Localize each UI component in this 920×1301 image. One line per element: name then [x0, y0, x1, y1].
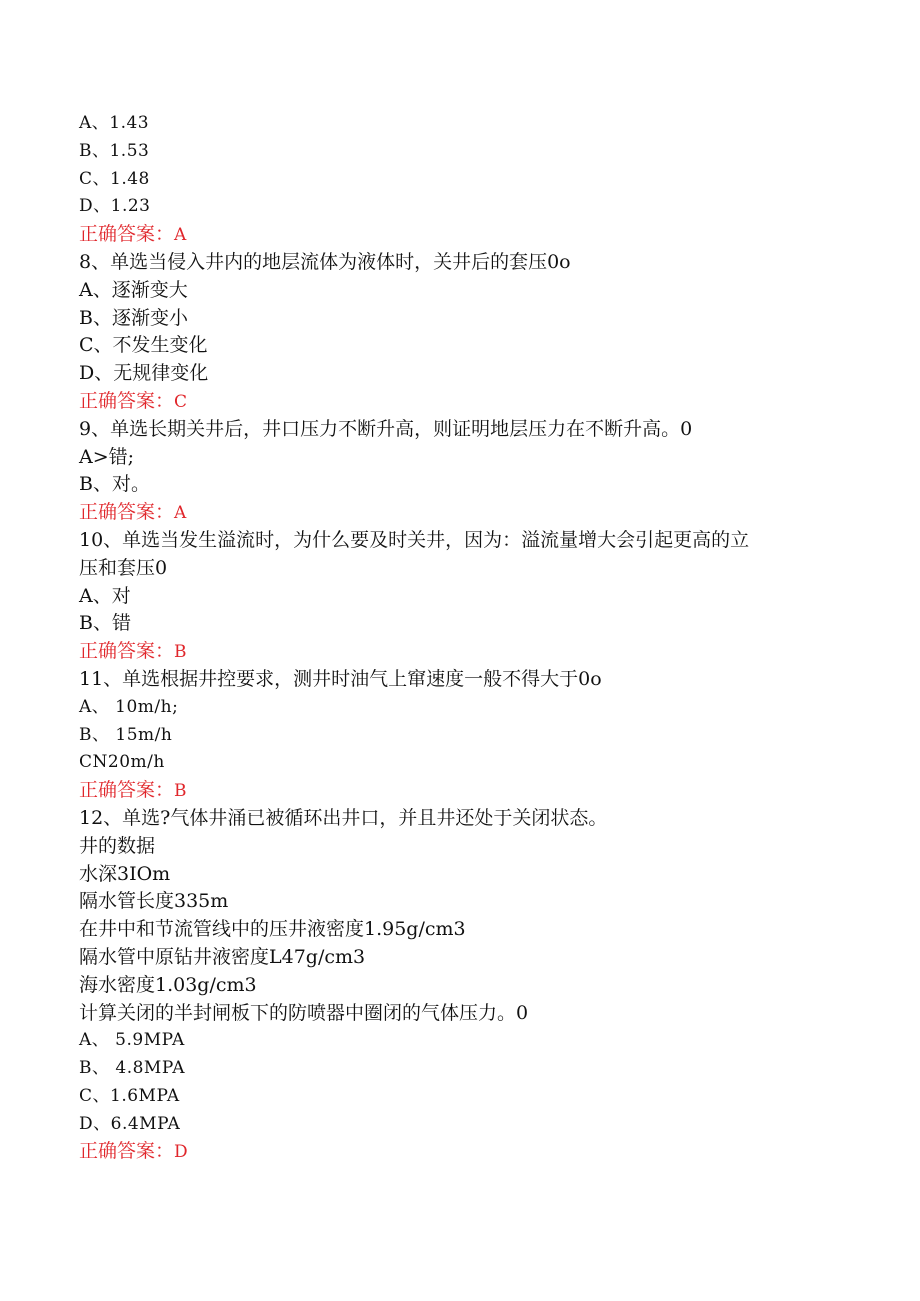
- q11-option-c: CN20m/h: [79, 752, 165, 773]
- q12-answer-label: 正确答案：: [79, 1140, 175, 1163]
- q11-option-b: B、 15m/h: [79, 724, 173, 745]
- q8-option-c: C、不发生变化: [79, 334, 208, 357]
- q10-stem-line2: 压和套压0: [79, 556, 168, 579]
- q7-option-b: B、1.53: [79, 140, 150, 161]
- q12-option-d: D、6.4MPA: [79, 1113, 181, 1134]
- q12-stem: 12、单选?气体井涌已被循环出井口，并且井还处于关闭状态。: [79, 806, 608, 829]
- q7-option-d: D、1.23: [79, 196, 151, 217]
- q12-answer: [79, 1138, 849, 1166]
- q10-stem-line1: 10、单选当发生溢流时，为什么要及时关井，因为：溢流量增大会引起更高的立: [79, 528, 750, 551]
- q8-answer-label: 正确答案：: [79, 389, 175, 412]
- q11-option-a: A、 10m/h;: [79, 696, 179, 717]
- q11-answer-label: 正确答案：: [79, 779, 175, 802]
- q8-option-d: D、无规律变化: [79, 362, 209, 385]
- q7-answer: [79, 221, 849, 249]
- q12-data-riser-length: 隔水管长度335m: [79, 890, 229, 913]
- q8-answer-value: C: [174, 391, 188, 412]
- q10-option-b: B、错: [79, 612, 131, 635]
- q12-data-water-depth: 水深3IOm: [79, 862, 171, 885]
- q12-data-seawater-density: 海水密度1.03g/cm3: [79, 973, 257, 996]
- q9-answer-label: 正确答案：: [79, 501, 175, 524]
- q12-data-kill-mud-density: 在井中和节流管线中的压井液密度1.95g/cm3: [79, 918, 466, 941]
- q7-option-c: C、1.48: [79, 168, 150, 189]
- q12-option-b: B、 4.8MPA: [79, 1058, 185, 1079]
- q12-answer-value: D: [174, 1142, 189, 1163]
- q12-data-original-mud-density: 隔水管中原钻井液密度L47g/cm3: [79, 945, 366, 968]
- document-page: [79, 110, 849, 1166]
- q12-data-heading: 井的数据: [79, 834, 156, 857]
- q7-answer-label: 正确答案：: [79, 223, 175, 246]
- q11-stem: 11、单选根据井控要求，测井时油气上窜速度一般不得大于0o: [79, 667, 602, 690]
- q7-answer-value: A: [174, 225, 187, 246]
- q10-option-a: A、对: [79, 584, 131, 607]
- q10-answer-value: B: [174, 642, 188, 663]
- q9-option-b: B、对。: [79, 473, 150, 496]
- q9-answer-value: A: [174, 503, 187, 524]
- q12-option-c: C、1.6MPA: [79, 1085, 180, 1106]
- q8-option-a: A、逐渐变大: [79, 278, 188, 301]
- q10-answer-label: 正确答案：: [79, 640, 175, 663]
- q11-answer: [79, 777, 849, 805]
- q11-answer-value: B: [174, 781, 188, 802]
- q12-question: 计算关闭的半封闸板下的防喷器中圈闭的气体压力。0: [79, 1001, 529, 1024]
- q8-answer: [79, 388, 849, 416]
- q10-answer: [79, 638, 849, 666]
- q9-option-a: A>错;: [79, 445, 135, 468]
- q7-option-a: A、1.43: [79, 113, 150, 133]
- q9-stem: 9、单选长期关井后，井口压力不断升高，则证明地层压力在不断升高。0: [79, 417, 693, 440]
- q8-stem: 8、单选当侵入井内的地层流体为液体时，关井后的套压0o: [79, 250, 571, 273]
- q9-answer: [79, 499, 849, 527]
- q12-option-a: A、 5.9MPA: [79, 1030, 185, 1051]
- q8-option-b: B、逐渐变小: [79, 306, 188, 329]
